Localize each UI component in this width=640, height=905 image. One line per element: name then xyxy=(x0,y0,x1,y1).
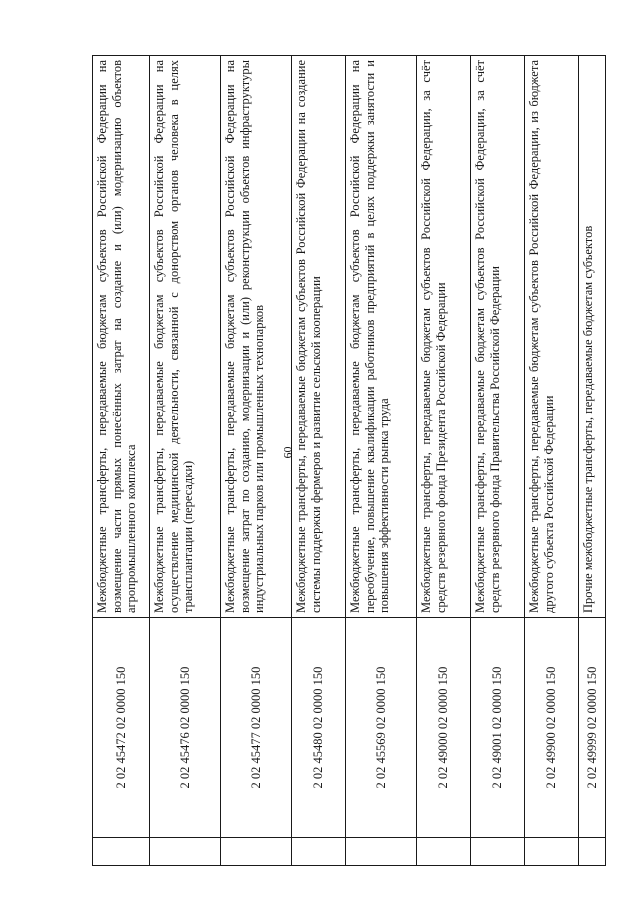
description-cell: Межбюджетные трансферты, передаваемые бюджетам субъектов Российской Федерации на возмещение затрат по созданию, модернизации и (или) реконструкции объектов инфраструктуры индустриальных парков или промышленных технопарков xyxy=(221,56,292,618)
table-row xyxy=(579,56,606,866)
table-cell-empty xyxy=(471,838,525,866)
table-row xyxy=(221,56,292,866)
description-cell: Межбюджетные трансферты, передаваемые бюджетам субъектов Российской Федерации на создание системы поддержки фермеров и развитие сельской кооперации xyxy=(292,56,346,618)
budget-code-cell: 2 02 45569 02 0000 150 xyxy=(346,618,417,838)
table-row xyxy=(417,56,471,866)
description-cell: Межбюджетные трансферты, передаваемые бюджетам субъектов Российской Федерации, за счёт средств резервного фонда Президента Российской Федерации xyxy=(417,56,471,618)
description-cell: Прочие межбюджетные трансферты, передаваемые бюджетам субъектов xyxy=(579,56,606,618)
table-cell-empty xyxy=(221,838,292,866)
description-cell: Межбюджетные трансферты, передаваемые бюджетам субъектов Российской Федерации на возмещение части прямых понесённых затрат на создание и (или) модернизацию объектов агропромышленного комплекса xyxy=(93,56,150,618)
budget-code-cell: 2 02 45477 02 0000 150 xyxy=(221,618,292,838)
table-cell-empty xyxy=(525,838,579,866)
table-cell-empty xyxy=(292,838,346,866)
table-row xyxy=(525,56,579,866)
table-cell-empty xyxy=(417,838,471,866)
description-cell: Межбюджетные трансферты, передаваемые бюджетам субъектов Российской Федерации, из бюджета другого субъекта Российской Федерации xyxy=(525,56,579,618)
table-row xyxy=(471,56,525,866)
table-cell-empty xyxy=(579,838,606,866)
table-row xyxy=(93,56,150,866)
table-cell-empty xyxy=(93,838,150,866)
table-cell-empty xyxy=(346,838,417,866)
page-number: 60 xyxy=(280,446,295,459)
budget-code-cell: 2 02 45472 02 0000 150 xyxy=(93,618,150,838)
revenue-codes-table xyxy=(92,55,606,866)
budget-classification-table xyxy=(92,56,599,866)
table-row xyxy=(346,56,417,866)
description-cell: Межбюджетные трансферты, передаваемые бюджетам субъектов Российской Федерации, за счёт средств резервного фонда Правительства Российской Федерации xyxy=(471,56,525,618)
table-row xyxy=(150,56,221,866)
table-rotated-container xyxy=(92,56,599,866)
table-row xyxy=(292,56,346,866)
description-cell: Межбюджетные трансферты, передаваемые бюджетам субъектов Российской Федерации на осуществление медицинской деятельности, связанной с донорством органов человека в целях трансплантации (пересадки) xyxy=(150,56,221,618)
budget-code-cell: 2 02 49001 02 0000 150 xyxy=(471,618,525,838)
description-cell: Межбюджетные трансферты, передаваемые бюджетам субъектов Российской Федерации на переобучение, повышение квалификации работников предприятий в целях поддержки занятости и повышения эффективности рынка труда xyxy=(346,56,417,618)
table-cell-empty xyxy=(150,838,221,866)
budget-code-cell: 2 02 45476 02 0000 150 xyxy=(150,618,221,838)
budget-code-cell: 2 02 49999 02 0000 150 xyxy=(579,618,606,838)
budget-code-cell: 2 02 49900 02 0000 150 xyxy=(525,618,579,838)
budget-code-cell: 2 02 49000 02 0000 150 xyxy=(417,618,471,838)
budget-code-cell: 2 02 45480 02 0000 150 xyxy=(292,618,346,838)
